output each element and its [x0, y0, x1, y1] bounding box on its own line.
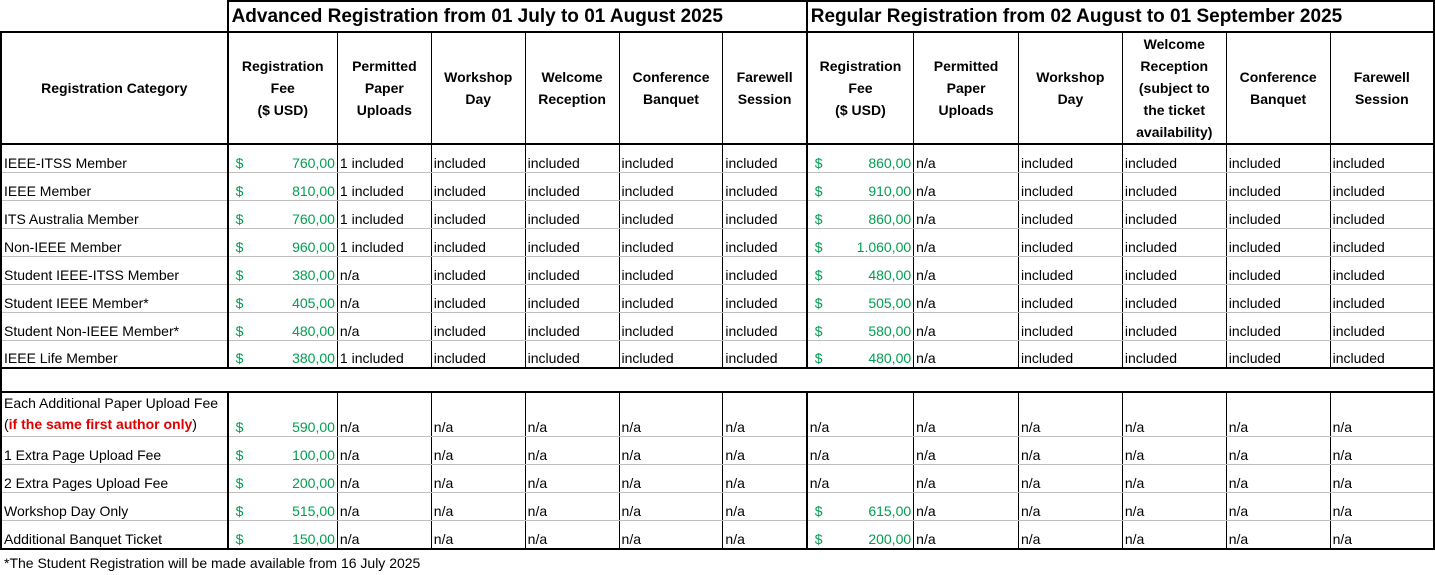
table-row — [1, 256, 1434, 284]
adv-fee-cell — [228, 340, 338, 368]
adv-value-cell: n/a — [619, 493, 723, 521]
reg-workshop-cell: included — [1018, 284, 1122, 312]
category-header: Registration Category — [1, 32, 228, 144]
adv-value-cell: n/a — [337, 392, 431, 437]
fee-amount: 760,00 — [292, 210, 335, 227]
reg-uploads-cell: n/a — [914, 284, 1019, 312]
reg-farewell-cell: included — [1330, 284, 1434, 312]
currency-symbol: $ — [235, 419, 244, 435]
adv-banquet-header: Conference Banquet — [619, 32, 723, 144]
fee-amount: 150,00 — [292, 530, 335, 547]
fee-amount: 100,00 — [292, 447, 335, 463]
category-cell: Student Non-IEEE Member* — [1, 312, 228, 340]
reg-value-cell: n/a — [914, 437, 1019, 465]
reg-value-cell: n/a — [1122, 521, 1226, 549]
table-row — [1, 228, 1434, 256]
reg-value-cell: n/a — [1330, 521, 1434, 549]
fee-amount: 810,00 — [292, 182, 335, 199]
category-cell: Student IEEE Member* — [1, 284, 228, 312]
adv-value-cell: n/a — [525, 493, 619, 521]
adv-fee-cell — [228, 200, 338, 228]
adv-welcome-cell: included — [525, 312, 619, 340]
adv-farewell-cell: included — [723, 200, 807, 228]
fee-amount: 380,00 — [292, 266, 335, 283]
reg-value-cell: n/a — [1330, 437, 1434, 465]
table-row — [1, 144, 1434, 172]
adv-workshop-cell: included — [431, 340, 525, 368]
reg-value-cell: n/a — [1018, 392, 1122, 437]
reg-fee-cell: n/a — [807, 437, 914, 465]
reg-value-cell: n/a — [1122, 465, 1226, 493]
category-cell: IEEE Member — [1, 172, 228, 200]
table-row — [1, 465, 1434, 493]
reg-farewell-header: Farewell Session — [1330, 32, 1434, 144]
reg-banquet-cell: included — [1226, 284, 1330, 312]
adv-workshop-cell: included — [431, 200, 525, 228]
reg-value-cell: n/a — [1330, 392, 1434, 437]
reg-uploads-cell: n/a — [914, 256, 1019, 284]
adv-uploads-cell: n/a — [337, 312, 431, 340]
adv-fee-cell — [228, 437, 338, 465]
reg-fee-cell — [807, 312, 914, 340]
adv-uploads-cell: 1 included — [337, 228, 431, 256]
currency-symbol: $ — [235, 350, 244, 366]
reg-banquet-header: Conference Banquet — [1226, 32, 1330, 144]
adv-fee-cell — [228, 284, 338, 312]
adv-value-cell: n/a — [619, 392, 723, 437]
table-row — [1, 284, 1434, 312]
currency-symbol: $ — [235, 238, 244, 255]
reg-value-cell: n/a — [1122, 392, 1226, 437]
adv-value-cell: n/a — [723, 521, 807, 549]
fee-amount: 515,00 — [292, 503, 335, 519]
reg-fee-cell — [807, 228, 914, 256]
adv-banquet-cell: included — [619, 284, 723, 312]
adv-workshop-cell: included — [431, 284, 525, 312]
reg-workshop-cell: included — [1018, 312, 1122, 340]
adv-banquet-cell: included — [619, 144, 723, 172]
adv-value-cell: n/a — [723, 465, 807, 493]
adv-uploads-cell: n/a — [337, 256, 431, 284]
adv-farewell-header: Farewell Session — [723, 32, 807, 144]
fee-amount: 505,00 — [868, 294, 912, 311]
reg-uploads-header: Permitted Paper Uploads — [914, 32, 1019, 144]
category-cell: Non-IEEE Member — [1, 228, 228, 256]
adv-banquet-cell: included — [619, 200, 723, 228]
adv-fee-header: Registration Fee ($ USD) — [228, 32, 338, 144]
reg-fee-cell — [807, 256, 914, 284]
adv-farewell-cell: included — [723, 144, 807, 172]
reg-value-cell: n/a — [1018, 465, 1122, 493]
adv-workshop-cell: included — [431, 172, 525, 200]
fee-amount: 860,00 — [868, 210, 912, 227]
fee-amount: 480,00 — [868, 266, 912, 283]
currency-symbol: $ — [235, 182, 244, 199]
reg-value-cell: n/a — [914, 392, 1019, 437]
adv-farewell-cell: included — [723, 228, 807, 256]
currency-symbol: $ — [814, 210, 823, 227]
currency-symbol: $ — [814, 294, 823, 311]
reg-fee-cell — [807, 340, 914, 368]
reg-value-cell: n/a — [1226, 493, 1330, 521]
adv-value-cell: n/a — [525, 392, 619, 437]
adv-banquet-cell: included — [619, 340, 723, 368]
adv-banquet-cell: included — [619, 312, 723, 340]
category-cell: Each Additional Paper Upload Fee (if the same first author only) — [1, 392, 228, 437]
adv-fee-cell — [228, 228, 338, 256]
adv-fee-cell — [228, 493, 338, 521]
reg-banquet-cell: included — [1226, 312, 1330, 340]
category-cell: IEEE Life Member — [1, 340, 228, 368]
adv-welcome-cell: included — [525, 256, 619, 284]
reg-workshop-cell: included — [1018, 228, 1122, 256]
currency-symbol: $ — [814, 350, 823, 366]
adv-value-cell: n/a — [431, 437, 525, 465]
adv-workshop-cell: included — [431, 256, 525, 284]
currency-symbol: $ — [235, 210, 244, 227]
reg-fee-cell: n/a — [807, 465, 914, 493]
reg-value-cell: n/a — [1122, 493, 1226, 521]
currency-symbol: $ — [814, 266, 823, 283]
fee-amount: 380,00 — [292, 350, 335, 366]
fee-amount: 590,00 — [292, 419, 335, 435]
fee-amount: 200,00 — [292, 475, 335, 491]
reg-banquet-cell: included — [1226, 256, 1330, 284]
reg-fee-cell — [807, 172, 914, 200]
reg-banquet-cell: included — [1226, 340, 1330, 368]
reg-banquet-cell: included — [1226, 200, 1330, 228]
reg-welcome-cell: included — [1122, 228, 1226, 256]
adv-value-cell: n/a — [525, 437, 619, 465]
reg-workshop-cell: included — [1018, 172, 1122, 200]
adv-welcome-cell: included — [525, 340, 619, 368]
adv-value-cell: n/a — [723, 392, 807, 437]
fee-amount: 1.060,00 — [856, 238, 912, 255]
fee-amount: 910,00 — [868, 182, 912, 199]
currency-symbol: $ — [235, 475, 244, 491]
adv-banquet-cell: included — [619, 172, 723, 200]
adv-fee-cell — [228, 312, 338, 340]
reg-fee-cell — [807, 144, 914, 172]
adv-farewell-cell: included — [723, 256, 807, 284]
adv-fee-cell — [228, 256, 338, 284]
fee-amount: 480,00 — [292, 322, 335, 339]
reg-value-cell: n/a — [1226, 392, 1330, 437]
reg-value-cell: n/a — [914, 465, 1019, 493]
currency-symbol: $ — [814, 154, 823, 171]
reg-banquet-cell: included — [1226, 172, 1330, 200]
adv-fee-cell — [228, 144, 338, 172]
reg-fee-cell — [807, 493, 914, 521]
adv-value-cell: n/a — [723, 437, 807, 465]
adv-farewell-cell: included — [723, 340, 807, 368]
reg-value-cell: n/a — [914, 493, 1019, 521]
reg-uploads-cell: n/a — [914, 340, 1019, 368]
reg-value-cell: n/a — [914, 521, 1019, 549]
reg-fee-cell: n/a — [807, 392, 914, 437]
currency-symbol: $ — [235, 503, 244, 519]
separator — [1, 368, 1434, 392]
reg-banquet-cell: included — [1226, 144, 1330, 172]
reg-welcome-cell: included — [1122, 312, 1226, 340]
currency-symbol: $ — [814, 503, 823, 519]
adv-welcome-cell: included — [525, 228, 619, 256]
adv-banquet-cell: included — [619, 228, 723, 256]
category-cell: 1 Extra Page Upload Fee — [1, 437, 228, 465]
currency-symbol: $ — [235, 154, 244, 171]
table-row — [1, 521, 1434, 549]
adv-uploads-header: Permitted Paper Uploads — [337, 32, 431, 144]
reg-farewell-cell: included — [1330, 228, 1434, 256]
reg-value-cell: n/a — [1226, 437, 1330, 465]
adv-value-cell: n/a — [337, 465, 431, 493]
reg-farewell-cell: included — [1330, 312, 1434, 340]
reg-uploads-cell: n/a — [914, 172, 1019, 200]
reg-farewell-cell: included — [1330, 340, 1434, 368]
category-cell: Student IEEE-ITSS Member — [1, 256, 228, 284]
adv-value-cell: n/a — [431, 465, 525, 493]
adv-workshop-cell: included — [431, 144, 525, 172]
fee-amount: 960,00 — [292, 238, 335, 255]
reg-fee-header: Registration Fee ($ USD) — [807, 32, 914, 144]
reg-value-cell: n/a — [1018, 521, 1122, 549]
adv-farewell-cell: included — [723, 284, 807, 312]
adv-value-cell: n/a — [431, 521, 525, 549]
reg-value-cell: n/a — [1226, 521, 1330, 549]
adv-welcome-cell: included — [525, 144, 619, 172]
currency-symbol: $ — [814, 322, 823, 339]
adv-uploads-cell: 1 included — [337, 144, 431, 172]
currency-symbol: $ — [814, 182, 823, 199]
advanced-registration-heading: Advanced Registration from 01 July to 01 August 2025 — [228, 1, 807, 32]
reg-value-cell: n/a — [1226, 465, 1330, 493]
table-row — [1, 340, 1434, 368]
reg-workshop-cell: included — [1018, 200, 1122, 228]
reg-workshop-cell: included — [1018, 340, 1122, 368]
adv-value-cell: n/a — [337, 493, 431, 521]
currency-symbol: $ — [235, 294, 244, 311]
fee-amount: 480,00 — [868, 350, 912, 366]
adv-welcome-header: Welcome Reception — [525, 32, 619, 144]
reg-workshop-cell: included — [1018, 144, 1122, 172]
student-footnote: *The Student Registration will be made available from 16 July 2025 — [4, 555, 421, 571]
member-rows — [1, 144, 1434, 368]
reg-welcome-cell: included — [1122, 144, 1226, 172]
reg-uploads-cell: n/a — [914, 312, 1019, 340]
adv-value-cell: n/a — [431, 493, 525, 521]
fee-amount: 580,00 — [868, 322, 912, 339]
reg-farewell-cell: included — [1330, 172, 1434, 200]
reg-value-cell: n/a — [1018, 493, 1122, 521]
reg-farewell-cell: included — [1330, 256, 1434, 284]
reg-fee-cell — [807, 284, 914, 312]
adv-fee-cell — [228, 465, 338, 493]
reg-workshop-header: Workshop Day — [1018, 32, 1122, 144]
category-cell: IEEE-ITSS Member — [1, 144, 228, 172]
currency-symbol: $ — [235, 530, 244, 547]
adv-banquet-cell: included — [619, 256, 723, 284]
reg-value-cell: n/a — [1122, 437, 1226, 465]
currency-symbol: $ — [235, 322, 244, 339]
adv-uploads-cell: 1 included — [337, 340, 431, 368]
adv-value-cell: n/a — [723, 493, 807, 521]
reg-value-cell: n/a — [1330, 493, 1434, 521]
adv-value-cell: n/a — [619, 465, 723, 493]
column-header-row — [1, 32, 1434, 144]
adv-fee-cell — [228, 521, 338, 549]
adv-workshop-cell: included — [431, 312, 525, 340]
reg-fee-cell — [807, 200, 914, 228]
adv-fee-cell — [228, 172, 338, 200]
adv-workshop-header: Workshop Day — [431, 32, 525, 144]
regular-registration-heading: Regular Registration from 02 August to 01 September 2025 — [807, 1, 1434, 32]
adv-value-cell: n/a — [337, 437, 431, 465]
reg-welcome-cell: included — [1122, 284, 1226, 312]
currency-symbol: $ — [235, 447, 244, 463]
reg-farewell-cell: included — [1330, 144, 1434, 172]
group-header-row — [1, 1, 1434, 32]
adv-value-cell: n/a — [525, 465, 619, 493]
fee-amount: 860,00 — [868, 154, 912, 171]
currency-symbol: $ — [814, 530, 823, 547]
category-cell: Additional Banquet Ticket — [1, 521, 228, 549]
table-row — [1, 200, 1434, 228]
adv-value-cell: n/a — [619, 437, 723, 465]
currency-symbol: $ — [235, 266, 244, 283]
table-row — [1, 392, 1434, 437]
adv-uploads-cell: 1 included — [337, 172, 431, 200]
reg-welcome-cell: included — [1122, 256, 1226, 284]
adv-uploads-cell: 1 included — [337, 200, 431, 228]
fee-amount: 405,00 — [292, 294, 335, 311]
adv-value-cell: n/a — [431, 392, 525, 437]
reg-uploads-cell: n/a — [914, 144, 1019, 172]
reg-welcome-cell: included — [1122, 340, 1226, 368]
reg-value-cell: n/a — [1018, 437, 1122, 465]
table-row — [1, 493, 1434, 521]
reg-uploads-cell: n/a — [914, 228, 1019, 256]
reg-welcome-cell: included — [1122, 200, 1226, 228]
adv-farewell-cell: included — [723, 312, 807, 340]
table-row — [1, 437, 1434, 465]
reg-welcome-header: Welcome Reception (subject to the ticket availability) — [1122, 32, 1226, 144]
adv-welcome-cell: included — [525, 200, 619, 228]
adv-welcome-cell: included — [525, 172, 619, 200]
table-row — [1, 312, 1434, 340]
adv-uploads-cell: n/a — [337, 284, 431, 312]
table-row — [1, 172, 1434, 200]
category-cell: 2 Extra Pages Upload Fee — [1, 465, 228, 493]
reg-banquet-cell: included — [1226, 228, 1330, 256]
extra-fee-rows — [1, 392, 1434, 549]
reg-fee-cell — [807, 521, 914, 549]
reg-workshop-cell: included — [1018, 256, 1122, 284]
fee-amount: 615,00 — [868, 503, 912, 519]
fee-amount: 760,00 — [292, 154, 335, 171]
reg-uploads-cell: n/a — [914, 200, 1019, 228]
adv-welcome-cell: included — [525, 284, 619, 312]
currency-symbol: $ — [814, 238, 823, 255]
reg-welcome-cell: included — [1122, 172, 1226, 200]
reg-value-cell: n/a — [1330, 465, 1434, 493]
adv-farewell-cell: included — [723, 172, 807, 200]
adv-value-cell: n/a — [619, 521, 723, 549]
category-cell: ITS Australia Member — [1, 200, 228, 228]
adv-value-cell: n/a — [337, 521, 431, 549]
adv-workshop-cell: included — [431, 228, 525, 256]
first-author-note: if the same first author only — [8, 416, 193, 432]
adv-value-cell: n/a — [525, 521, 619, 549]
adv-fee-cell — [228, 392, 338, 437]
reg-farewell-cell: included — [1330, 200, 1434, 228]
category-cell: Workshop Day Only — [1, 493, 228, 521]
fee-amount: 200,00 — [868, 530, 912, 547]
